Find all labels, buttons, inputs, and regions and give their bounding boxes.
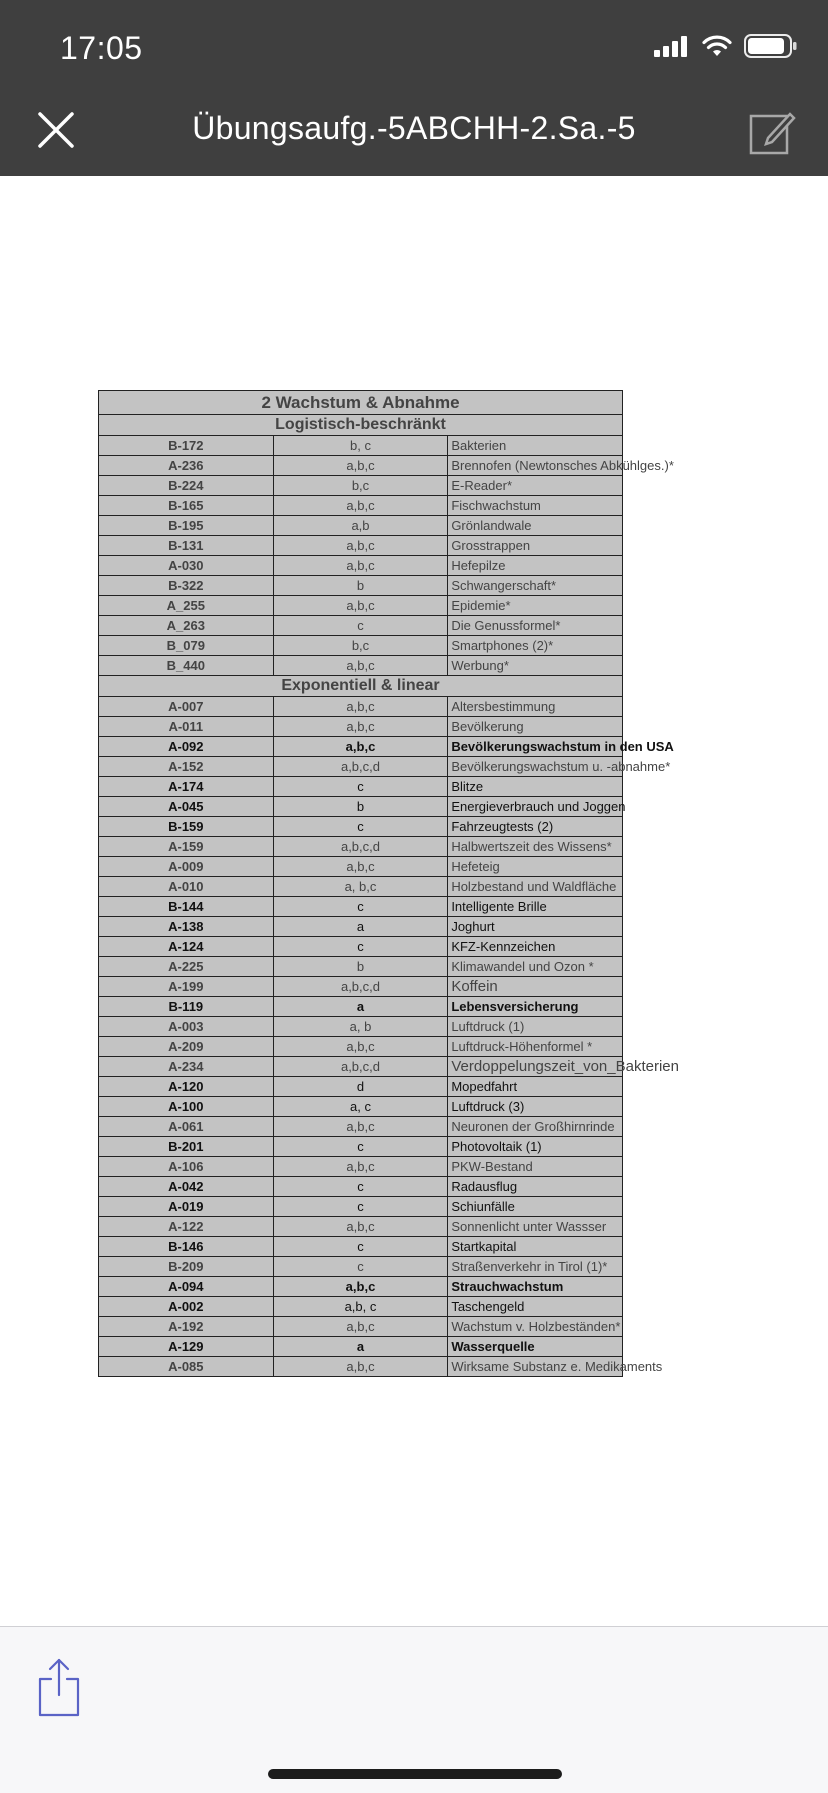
table-row bbox=[99, 476, 623, 496]
task-id-cell: A-100 bbox=[99, 1097, 274, 1117]
task-id-cell: B-119 bbox=[99, 997, 274, 1017]
task-parts-cell: a bbox=[273, 997, 448, 1017]
table-title-row bbox=[99, 391, 623, 415]
table-row bbox=[99, 1277, 623, 1297]
task-parts-cell: b,c bbox=[273, 636, 448, 656]
cellular-signal-icon bbox=[654, 35, 690, 57]
table-row bbox=[99, 496, 623, 516]
worksheet-page bbox=[98, 390, 679, 1377]
task-name-cell: Luftdruck (3) bbox=[448, 1097, 623, 1117]
task-name-cell: Luftdruck (1) bbox=[448, 1017, 623, 1037]
task-id-cell: A-209 bbox=[99, 1037, 274, 1057]
task-parts-cell: a,b,c bbox=[273, 1217, 448, 1237]
task-id-cell: B-144 bbox=[99, 897, 274, 917]
task-parts-cell: a,b,c bbox=[273, 596, 448, 616]
task-name-cell: Bevölkerungswachstum u. -abnahme* bbox=[448, 757, 623, 777]
task-id-cell: A-030 bbox=[99, 556, 274, 576]
document-title: Übungsaufg.-5ABCHH-2.Sa.-5 bbox=[192, 110, 636, 146]
table-row bbox=[99, 917, 623, 937]
table-row bbox=[99, 596, 623, 616]
task-name-cell: Lebensversicherung bbox=[448, 997, 623, 1017]
task-id-cell: A-174 bbox=[99, 777, 274, 797]
table-row bbox=[99, 536, 623, 556]
table-row bbox=[99, 1017, 623, 1037]
table-row bbox=[99, 576, 623, 596]
task-name-cell: Grönlandwale bbox=[448, 516, 623, 536]
task-id-cell: B-172 bbox=[99, 436, 274, 456]
task-name-cell: Schiunfälle bbox=[448, 1197, 623, 1217]
task-name-cell: Taschengeld bbox=[448, 1297, 623, 1317]
table-row bbox=[99, 857, 623, 877]
task-name-cell: Bevölkerungswachstum in den USA bbox=[448, 737, 623, 757]
share-icon[interactable] bbox=[40, 1660, 78, 1715]
task-id-cell: A-152 bbox=[99, 757, 274, 777]
table-row bbox=[99, 897, 623, 917]
table-row bbox=[99, 1337, 623, 1357]
table-row bbox=[99, 1157, 623, 1177]
task-parts-cell: a,b,c bbox=[273, 1277, 448, 1297]
table-row bbox=[99, 636, 623, 656]
task-id-cell: B-165 bbox=[99, 496, 274, 516]
task-name-cell: Fahrzeugtests (2) bbox=[448, 817, 623, 837]
task-parts-cell: b bbox=[273, 576, 448, 596]
task-id-cell: A-007 bbox=[99, 697, 274, 717]
task-parts-cell: a,b,c bbox=[273, 1037, 448, 1057]
task-parts-cell: c bbox=[273, 1257, 448, 1277]
table-row bbox=[99, 757, 623, 777]
table-row bbox=[99, 977, 623, 997]
section-heading-row bbox=[99, 676, 623, 697]
task-parts-cell: a,b,c bbox=[273, 717, 448, 737]
task-name-cell: Wirksame Substanz e. Medikaments bbox=[448, 1357, 623, 1377]
table-row bbox=[99, 516, 623, 536]
table-row bbox=[99, 837, 623, 857]
task-name-cell: PKW-Bestand bbox=[448, 1157, 623, 1177]
task-name-cell: Photovoltaik (1) bbox=[448, 1137, 623, 1157]
task-id-cell: B_079 bbox=[99, 636, 274, 656]
task-id-cell: A-120 bbox=[99, 1077, 274, 1097]
task-id-cell: A-192 bbox=[99, 1317, 274, 1337]
task-parts-cell: c bbox=[273, 1137, 448, 1157]
task-name-cell: Brennofen (Newtonsches Abkühlges.)* bbox=[448, 456, 623, 476]
task-parts-cell: c bbox=[273, 1237, 448, 1257]
task-name-cell: Schwangerschaft* bbox=[448, 576, 623, 596]
table-row bbox=[99, 737, 623, 757]
task-id-cell: A-199 bbox=[99, 977, 274, 997]
task-name-cell: Verdoppelungszeit_von_Bakterien bbox=[448, 1057, 623, 1077]
task-name-cell: Hefepilze bbox=[448, 556, 623, 576]
task-parts-cell: a,b,c,d bbox=[273, 757, 448, 777]
table-row bbox=[99, 556, 623, 576]
table-title: 2 Wachstum & Abnahme bbox=[99, 391, 623, 415]
table-row bbox=[99, 456, 623, 476]
navigation-bar bbox=[0, 0, 828, 176]
table-row bbox=[99, 797, 623, 817]
task-name-cell: Intelligente Brille bbox=[448, 897, 623, 917]
task-id-cell: A-094 bbox=[99, 1277, 274, 1297]
table-row bbox=[99, 937, 623, 957]
task-id-cell: B_440 bbox=[99, 656, 274, 676]
task-id-cell: A-042 bbox=[99, 1177, 274, 1197]
task-parts-cell: a,b,c,d bbox=[273, 1057, 448, 1077]
table-row bbox=[99, 1057, 623, 1077]
task-parts-cell: a bbox=[273, 917, 448, 937]
task-id-cell: B-195 bbox=[99, 516, 274, 536]
pencil-square-icon[interactable] bbox=[751, 114, 794, 153]
task-id-cell: A-225 bbox=[99, 957, 274, 977]
task-name-cell: Altersbestimmung bbox=[448, 697, 623, 717]
table-row bbox=[99, 1177, 623, 1197]
wifi-icon bbox=[702, 35, 732, 57]
table-row bbox=[99, 777, 623, 797]
task-id-cell: A-159 bbox=[99, 837, 274, 857]
table-row bbox=[99, 616, 623, 636]
task-id-cell: A-019 bbox=[99, 1197, 274, 1217]
task-parts-cell: c bbox=[273, 1197, 448, 1217]
task-id-cell: A-085 bbox=[99, 1357, 274, 1377]
task-name-cell: Holzbestand und Waldfläche bbox=[448, 877, 623, 897]
table-row bbox=[99, 817, 623, 837]
task-parts-cell: a,b,c,d bbox=[273, 837, 448, 857]
task-id-cell: A-234 bbox=[99, 1057, 274, 1077]
task-parts-cell: c bbox=[273, 616, 448, 636]
task-id-cell: A-045 bbox=[99, 797, 274, 817]
task-name-cell: Straßenverkehr in Tirol (1)* bbox=[448, 1257, 623, 1277]
task-name-cell: Luftdruck-Höhenformel * bbox=[448, 1037, 623, 1057]
section-heading-row bbox=[99, 415, 623, 436]
task-name-cell: Neuronen der Großhirnrinde bbox=[448, 1117, 623, 1137]
table-row bbox=[99, 697, 623, 717]
task-parts-cell: a, c bbox=[273, 1097, 448, 1117]
task-parts-cell: c bbox=[273, 777, 448, 797]
table-row bbox=[99, 436, 623, 456]
table-row bbox=[99, 1257, 623, 1277]
task-id-cell: B-159 bbox=[99, 817, 274, 837]
task-name-cell: Koffein bbox=[448, 977, 623, 997]
task-id-cell: A-124 bbox=[99, 937, 274, 957]
task-name-cell: E-Reader* bbox=[448, 476, 623, 496]
task-name-cell: Mopedfahrt bbox=[448, 1077, 623, 1097]
task-parts-cell: a,b,c,d bbox=[273, 977, 448, 997]
table-row bbox=[99, 1077, 623, 1097]
task-id-cell: B-224 bbox=[99, 476, 274, 496]
task-name-cell: Epidemie* bbox=[448, 596, 623, 616]
task-id-cell: A-236 bbox=[99, 456, 274, 476]
task-id-cell: B-322 bbox=[99, 576, 274, 596]
section-heading: Exponentiell & linear bbox=[99, 676, 623, 697]
task-id-cell: A-009 bbox=[99, 857, 274, 877]
task-id-cell: A-122 bbox=[99, 1217, 274, 1237]
bottom-toolbar bbox=[0, 1626, 828, 1793]
task-id-cell: B-201 bbox=[99, 1137, 274, 1157]
table-row bbox=[99, 1357, 623, 1377]
task-parts-cell: d bbox=[273, 1077, 448, 1097]
task-name-cell: Bevölkerung bbox=[448, 717, 623, 737]
table-row bbox=[99, 1117, 623, 1137]
section-heading: Logistisch-beschränkt bbox=[99, 415, 623, 436]
task-name-cell: Fischwachstum bbox=[448, 496, 623, 516]
task-name-cell: Halbwertszeit des Wissens* bbox=[448, 837, 623, 857]
task-id-cell: A-003 bbox=[99, 1017, 274, 1037]
task-parts-cell: a,b,c bbox=[273, 1157, 448, 1177]
battery-icon bbox=[744, 34, 798, 58]
task-name-cell: Joghurt bbox=[448, 917, 623, 937]
task-parts-cell: a bbox=[273, 1337, 448, 1357]
table-row bbox=[99, 656, 623, 676]
table-row bbox=[99, 1197, 623, 1217]
task-name-cell: Grosstrappen bbox=[448, 536, 623, 556]
task-parts-cell: c bbox=[273, 817, 448, 837]
task-id-cell: A-092 bbox=[99, 737, 274, 757]
task-parts-cell: a, b,c bbox=[273, 877, 448, 897]
task-id-cell: A-106 bbox=[99, 1157, 274, 1177]
table-row bbox=[99, 957, 623, 977]
status-icons bbox=[654, 34, 798, 58]
task-name-cell: Blitze bbox=[448, 777, 623, 797]
task-name-cell: KFZ-Kennzeichen bbox=[448, 937, 623, 957]
task-id-cell: B-131 bbox=[99, 536, 274, 556]
task-parts-cell: b, c bbox=[273, 436, 448, 456]
table-row bbox=[99, 1297, 623, 1317]
task-parts-cell: a,b bbox=[273, 516, 448, 536]
table-row bbox=[99, 997, 623, 1017]
table-row bbox=[99, 1037, 623, 1057]
task-parts-cell: a,b, c bbox=[273, 1297, 448, 1317]
task-parts-cell: b,c bbox=[273, 476, 448, 496]
task-parts-cell: a,b,c bbox=[273, 496, 448, 516]
task-id-cell: A-002 bbox=[99, 1297, 274, 1317]
task-name-cell: Die Genussformel* bbox=[448, 616, 623, 636]
task-name-cell: Werbung* bbox=[448, 656, 623, 676]
table-row bbox=[99, 1237, 623, 1257]
task-parts-cell: c bbox=[273, 937, 448, 957]
task-table bbox=[98, 390, 679, 1377]
table-row bbox=[99, 1137, 623, 1157]
table-row bbox=[99, 1217, 623, 1237]
task-parts-cell: b bbox=[273, 957, 448, 977]
task-name-cell: Smartphones (2)* bbox=[448, 636, 623, 656]
task-id-cell: A_255 bbox=[99, 596, 274, 616]
task-name-cell: Hefeteig bbox=[448, 857, 623, 877]
task-parts-cell: a,b,c bbox=[273, 1117, 448, 1137]
table-row bbox=[99, 1317, 623, 1337]
task-parts-cell: a,b,c bbox=[273, 1357, 448, 1377]
task-id-cell: B-209 bbox=[99, 1257, 274, 1277]
task-name-cell: Klimawandel und Ozon * bbox=[448, 957, 623, 977]
task-parts-cell: a,b,c bbox=[273, 737, 448, 757]
task-id-cell: A_263 bbox=[99, 616, 274, 636]
task-id-cell: A-011 bbox=[99, 717, 274, 737]
task-parts-cell: a,b,c bbox=[273, 556, 448, 576]
task-parts-cell: a,b,c bbox=[273, 536, 448, 556]
task-id-cell: A-129 bbox=[99, 1337, 274, 1357]
share-button[interactable] bbox=[36, 1657, 82, 1717]
task-name-cell: Strauchwachstum bbox=[448, 1277, 623, 1297]
task-id-cell: B-146 bbox=[99, 1237, 274, 1257]
document-viewer[interactable] bbox=[0, 176, 828, 1626]
task-parts-cell: a,b,c bbox=[273, 1317, 448, 1337]
task-parts-cell: a,b,c bbox=[273, 656, 448, 676]
task-id-cell: A-138 bbox=[99, 917, 274, 937]
task-name-cell: Bakterien bbox=[448, 436, 623, 456]
table-row bbox=[99, 717, 623, 737]
task-name-cell: Startkapital bbox=[448, 1237, 623, 1257]
status-time: 17:05 bbox=[60, 30, 143, 66]
task-name-cell: Energieverbrauch und Joggen bbox=[448, 797, 623, 817]
table-row bbox=[99, 877, 623, 897]
task-name-cell: Radausflug bbox=[448, 1177, 623, 1197]
task-parts-cell: a,b,c bbox=[273, 456, 448, 476]
task-id-cell: A-010 bbox=[99, 877, 274, 897]
home-indicator bbox=[268, 1769, 562, 1779]
task-parts-cell: a,b,c bbox=[273, 697, 448, 717]
task-parts-cell: b bbox=[273, 797, 448, 817]
edit-button[interactable] bbox=[748, 108, 796, 156]
task-parts-cell: a,b,c bbox=[273, 857, 448, 877]
task-parts-cell: a, b bbox=[273, 1017, 448, 1037]
task-id-cell: A-061 bbox=[99, 1117, 274, 1137]
table-row bbox=[99, 1097, 623, 1117]
task-name-cell: Sonnenlicht unter Wassser bbox=[448, 1217, 623, 1237]
task-name-cell: Wasserquelle bbox=[448, 1337, 623, 1357]
task-parts-cell: c bbox=[273, 897, 448, 917]
task-parts-cell: c bbox=[273, 1177, 448, 1197]
task-name-cell: Wachstum v. Holzbeständen* bbox=[448, 1317, 623, 1337]
